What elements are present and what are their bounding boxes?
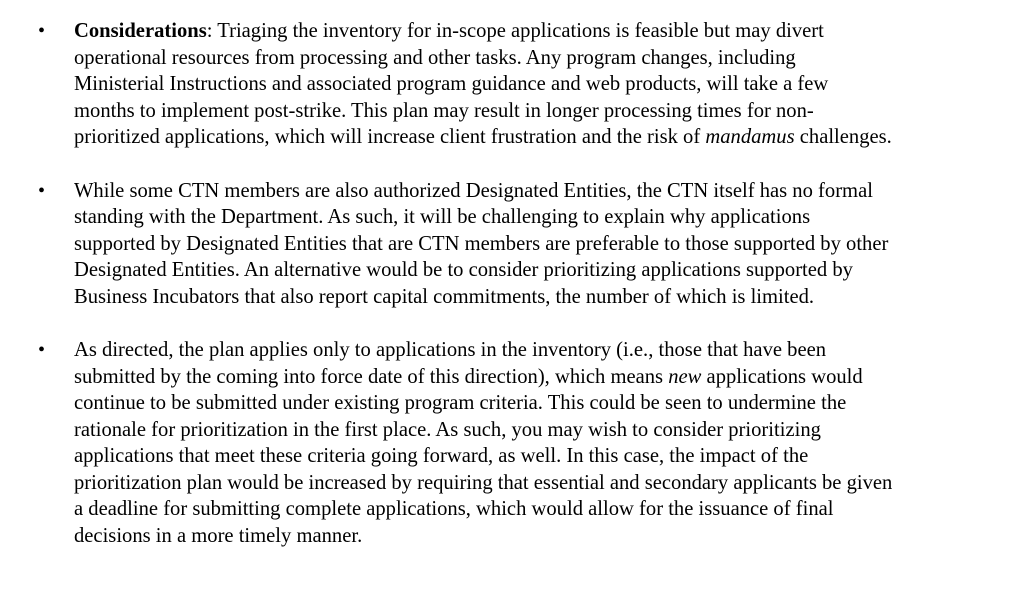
bold-lead-term: Considerations <box>74 20 207 42</box>
bullet-paragraph <box>74 18 1004 151</box>
text-line: months to implement post-strike. This plan may result in longer processing times for non- <box>74 99 814 122</box>
text-line: Considerations: Triaging the inventory for in-scope applications is feasible but may divert <box>74 20 824 42</box>
text-line: operational resources from processing and other tasks. Any program changes, including <box>74 46 796 69</box>
italic-term: new <box>668 365 702 388</box>
bullet-item-as-directed <box>0 337 1024 549</box>
italic-term: mandamus <box>705 126 795 148</box>
text-line: submitted by the coming into force date of this direction), which means new applications would <box>74 365 863 388</box>
text-line: While some CTN members are also authorized Designated Entities, the CTN itself has no formal <box>74 179 873 202</box>
text-line: Business Incubators that also report capital commitments, the number of which is limited. <box>74 285 815 308</box>
text-line: continue to be submitted under existing program criteria. This could be seen to undermine the <box>74 392 847 414</box>
text-line: supported by Designated Entities that are CTN members are preferable to those supported by other <box>74 232 889 255</box>
bullet-icon: • <box>38 20 46 42</box>
text-line: Ministerial Instructions and associated program guidance and web products, will take a few <box>74 73 829 95</box>
bullet-item-considerations <box>0 18 1024 151</box>
text-line: applications that meet these criteria going forward, as well. In this case, the impact of the <box>74 445 809 467</box>
text-line: prioritization plan would be increased by requiring that essential and secondary applicants be given <box>74 471 893 494</box>
bullet-icon: • <box>38 179 46 202</box>
bullet-paragraph <box>74 178 1004 311</box>
bullet-paragraph <box>74 337 1004 549</box>
bullet-item-ctn-members <box>0 178 1024 311</box>
text-line: prioritized applications, which will increase client frustration and the risk of mandamus challenges. <box>74 126 892 148</box>
text-line: standing with the Department. As such, it will be challenging to explain why applications <box>74 206 811 228</box>
text-line: a deadline for submitting complete applications, which would allow for the issuance of final <box>74 498 834 520</box>
text-line: As directed, the plan applies only to applications in the inventory (i.e., those that have been <box>74 339 827 361</box>
text-line: Designated Entities. An alternative would be to consider prioritizing applications supported by <box>74 259 853 281</box>
document-body <box>0 18 1024 576</box>
text-line: rationale for prioritization in the first place. As such, you may wish to consider prioritizing <box>74 418 821 441</box>
bullet-icon: • <box>38 339 46 361</box>
text-line: decisions in a more timely manner. <box>74 524 363 547</box>
